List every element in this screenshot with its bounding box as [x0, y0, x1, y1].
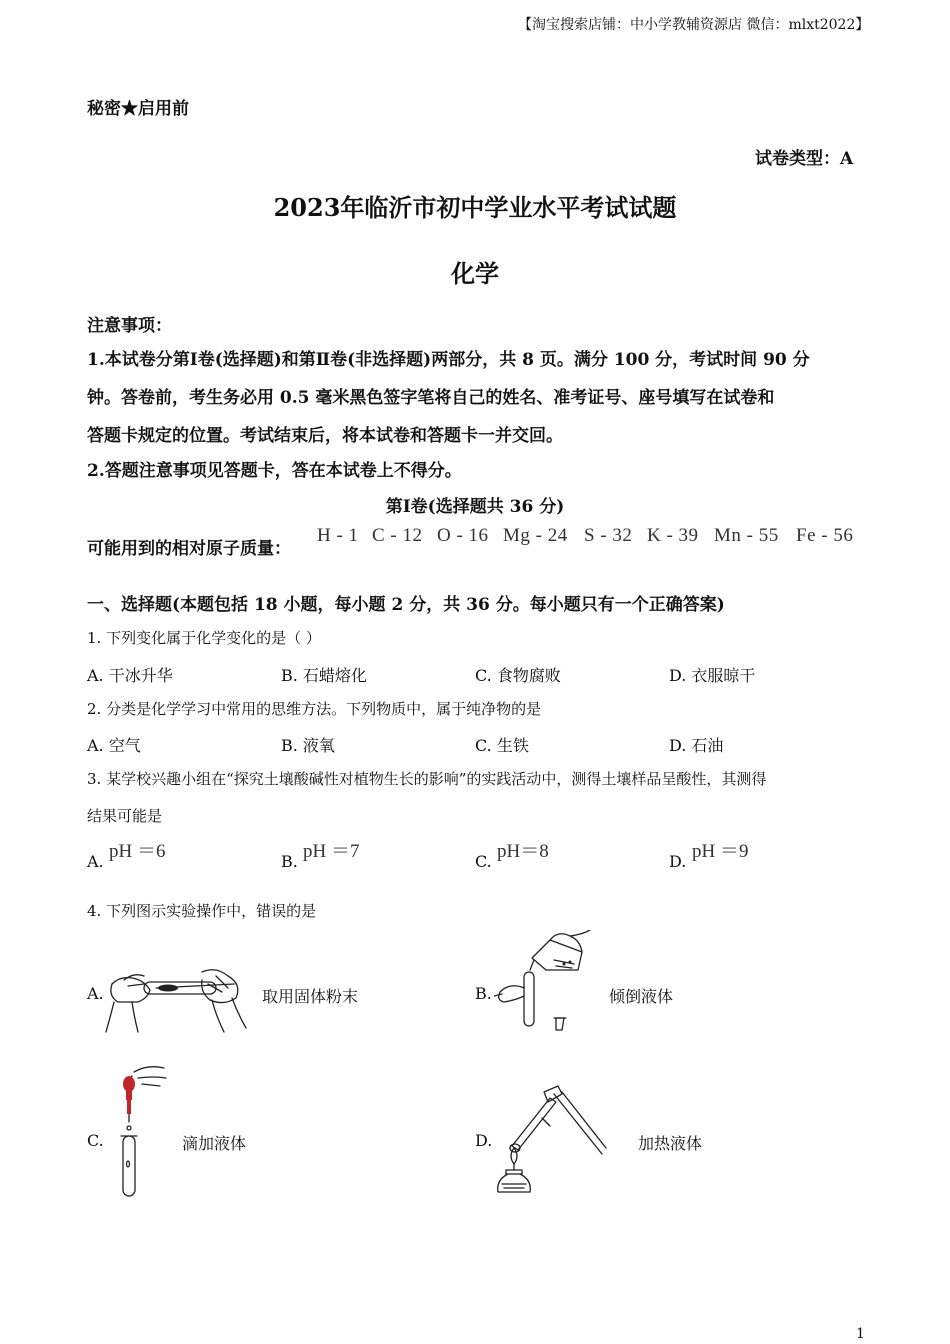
paper-type: 试卷类型：A: [755, 149, 854, 169]
question-3-option-c-letter: C.: [475, 852, 492, 871]
question-4-option-b-caption: 倾倒液体: [609, 987, 674, 1006]
heat-liquid-illustration: [492, 1084, 608, 1198]
question-1-option-b: B. 石蜡熔化: [281, 666, 367, 685]
header-note: 【淘宝搜索店铺：中小学教辅资源店 微信：mlxt2022】: [518, 17, 870, 33]
notes-line-3: 答题卡规定的位置。考试结束后，将本试卷和答题卡一并交回。: [87, 426, 563, 446]
volume-heading: 第Ⅰ卷(选择题共 36 分): [385, 497, 565, 517]
notes-line-1: 1.本试卷分第Ⅰ卷(选择题)和第Ⅱ卷(非选择题)两部分，共 8 页。满分 100 分，考试时间 90 分: [87, 350, 810, 370]
secret-label: 秘密★启用前: [87, 99, 189, 119]
question-3-option-c-value: pH＝8: [497, 841, 549, 862]
notes-line-2: 钟。答卷前，考生务必用 0.5 毫米黑色签字笔将自己的姓名、准考证号、座号填写在试卷和: [87, 388, 775, 408]
question-1-stem: 1. 下列变化属于化学变化的是（ ）: [87, 629, 321, 647]
atomic-mass-c: C - 12: [372, 525, 423, 546]
question-4-option-a-caption: 取用固体粉末: [262, 987, 359, 1006]
question-2-option-d: D. 石油: [669, 736, 724, 755]
question-4-option-a-letter: A.: [87, 984, 104, 1003]
notes-heading: 注意事项：: [87, 316, 172, 336]
question-3-option-a-value: pH ＝6: [109, 841, 166, 862]
atomic-mass-fe: Fe - 56: [796, 525, 854, 546]
pour-liquid-illustration: [494, 930, 594, 1036]
atomic-mass-o: O - 16: [437, 525, 489, 546]
question-2-option-b: B. 液氧: [281, 736, 335, 755]
question-2-option-a: A. 空气: [87, 736, 141, 755]
atomic-mass-h: H - 1: [317, 525, 359, 546]
question-1-option-d: D. 衣服晾干: [669, 666, 756, 685]
question-3-option-b-letter: B.: [281, 852, 298, 871]
section-heading: 一、选择题(本题包括 18 小题，每小题 2 分，共 36 分。每小题只有一个正确答案): [87, 595, 725, 615]
question-3-stem-line-2: 结果可能是: [87, 807, 163, 825]
page-number: 1: [856, 1326, 865, 1342]
question-4-stem: 4. 下列图示实验操作中，错误的是: [87, 902, 317, 920]
page-title: 2023年临沂市初中学业水平考试试题: [273, 193, 677, 222]
subject-title: 化学: [451, 259, 499, 288]
atomic-mass-mn: Mn - 55: [714, 525, 779, 546]
question-4-option-c-letter: C.: [87, 1131, 104, 1150]
notes-line-4: 2.答题注意事项见答题卡，答在本试卷上不得分。: [87, 461, 462, 481]
question-2-option-c: C. 生铁: [475, 736, 529, 755]
question-4-option-d-caption: 加热液体: [638, 1134, 703, 1153]
atomic-mass-k: K - 39: [647, 525, 699, 546]
powder-transfer-illustration: [104, 962, 248, 1036]
atomic-mass-s: S - 32: [584, 525, 633, 546]
question-3-option-d-letter: D.: [669, 852, 687, 871]
dropper-illustration: [108, 1062, 170, 1200]
question-3-option-a-letter: A.: [87, 852, 104, 871]
atomic-mass-mg: Mg - 24: [503, 525, 568, 546]
question-3-option-b-value: pH ＝7: [303, 841, 360, 862]
atomic-mass-label: 可能用到的相对原子质量：: [87, 539, 291, 559]
question-1-option-a: A. 干冰升华: [87, 666, 173, 685]
question-3-option-d-value: pH ＝9: [692, 841, 749, 862]
question-2-stem: 2. 分类是化学学习中常用的思维方法。下列物质中，属于纯净物的是: [87, 700, 542, 718]
question-4-option-b-letter: B.: [475, 984, 492, 1003]
question-1-option-c: C. 食物腐败: [475, 666, 561, 685]
question-3-stem-line-1: 3. 某学校兴趣小组在“探究土壤酸碱性对植物生长的影响”的实践活动中，测得土壤样品呈酸性，其测得: [87, 770, 767, 788]
question-4-option-c-caption: 滴加液体: [182, 1134, 247, 1153]
question-4-option-d-letter: D.: [475, 1131, 493, 1150]
